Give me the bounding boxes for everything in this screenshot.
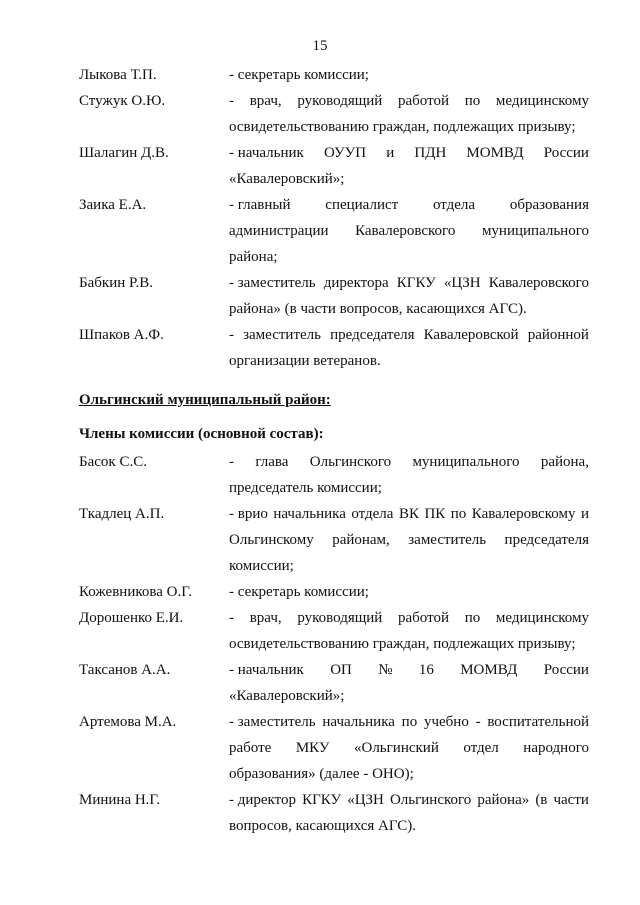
member-name: Бабкин Р.В. [79,275,153,291]
role-line [229,735,589,761]
role-word: по [464,610,481,626]
role-line: «Кавалеровский»; [229,688,345,704]
role-word: «ЦЗН [347,792,384,808]
role-line [229,709,589,735]
role-word: Кавалеровского [488,275,589,291]
role-line: вопросов, касающихся АГС). [229,818,417,834]
role-word: работой [398,93,449,109]
role-line [229,270,589,296]
role-word: - [229,327,234,343]
member-entry [79,579,589,605]
role-word: медицинскому [495,610,589,626]
role-line: образования» (далее - ОНО); [229,766,414,782]
role-word: ВК [398,506,419,522]
role-word: медицинскому [495,93,589,109]
member-name: Шалагин Д.В. [79,145,169,161]
role-line: района» (в части вопросов, касающихся АГС). [229,301,527,317]
role-word: части [553,792,589,808]
role-line [229,657,589,683]
role-line [229,140,589,166]
role-word: работе [229,740,272,756]
member-role [229,62,589,88]
role-word: МКУ [295,740,330,756]
member-name: Кожевникова О.Г. [79,584,192,600]
role-word: «ЦЗН [443,275,481,291]
role-word: КГКУ [396,275,436,291]
role-word: начальника [322,714,395,730]
role-line: - секретарь комиссии; [229,584,369,600]
role-word: специалист [325,197,399,213]
role-word: - [229,454,234,470]
role-line [229,527,589,553]
role-word: Ольгинского [309,454,392,470]
role-word: «Ольгинский [353,740,439,756]
role-word: Ольгинского [389,792,472,808]
role-word: МОМВД [466,145,524,161]
role-word: руководящий [297,610,383,626]
member-role [229,605,589,657]
role-word: отдел [463,740,499,756]
role-word: муниципального [412,454,520,470]
role-word: района» [477,792,530,808]
role-word: ОУУП [323,145,367,161]
member-name: Заика Е.А. [79,197,147,213]
role-word: № [378,662,393,678]
role-word: - заместитель [229,275,316,291]
member-entry [79,709,589,787]
member-role [229,787,589,839]
role-word: - [475,714,481,730]
role-line [229,192,589,218]
role-word: отдела [432,197,476,213]
member-role [229,657,589,709]
role-word: Кавалеровской [423,327,519,343]
member-role [229,88,589,140]
role-word: КГКУ [302,792,342,808]
member-role [229,449,589,501]
member-role [229,270,589,322]
role-line [229,88,589,114]
member-entry [79,322,589,374]
role-word: - начальник [229,662,304,678]
role-word: председателя [330,327,415,343]
role-line [229,787,589,813]
member-role [229,192,589,270]
member-role [229,322,589,374]
role-line [229,449,589,475]
role-word: России [543,145,589,161]
role-word: МОМВД [460,662,518,678]
member-role [229,579,589,605]
member-entry [79,501,589,579]
role-word: 16 [418,662,434,678]
role-word: заместитель [243,327,321,343]
role-word: руководящий [297,93,383,109]
subsection-title: Члены комиссии (основной состав): [79,426,324,442]
role-word: - директор [229,792,297,808]
member-entry [79,140,589,192]
member-name: Дорошенко Е.И. [79,610,184,626]
role-word: начальника [273,506,346,522]
role-line: освидетельствованию граждан, подлежащих призыву; [229,636,576,652]
role-word: ПК [424,506,446,522]
role-line: организации ветеранов. [229,353,381,369]
role-line: района; [229,249,278,265]
role-word: - [229,610,234,626]
role-word: Ольгинскому [229,532,314,548]
member-name: Ткадлец А.П. [79,506,165,522]
member-name: Басок С.С. [79,454,147,470]
role-word: председателя [504,532,589,548]
role-word: директора [323,275,389,291]
role-word: ПДН [414,145,447,161]
role-word: по [464,93,481,109]
role-word: - главный [229,197,291,213]
role-word: воспитательной [487,714,589,730]
role-word: по [450,506,467,522]
role-word: отдела [351,506,394,522]
member-entry [79,657,589,709]
member-entry [79,605,589,657]
role-word: Кавалеровскому [471,506,576,522]
role-line: освидетельствованию граждан, подлежащих призыву; [229,119,576,135]
role-line [229,501,589,527]
section-title: Ольгинский муниципальный район: [79,392,331,408]
role-word: заместитель [408,532,487,548]
role-word: районам, [332,532,390,548]
member-role [229,709,589,787]
member-name: Артемова М.А. [79,714,177,730]
role-word: районной [527,327,589,343]
role-word: Кавалеровского [355,223,456,239]
role-word: (в [535,792,548,808]
role-word: и [386,145,395,161]
role-word: района, [540,454,589,470]
role-line: председатель комиссии; [229,480,382,496]
role-word: - начальник [229,145,304,161]
role-word: работой [398,610,449,626]
role-word: - [229,93,234,109]
member-name: Минина Н.Г. [79,792,161,808]
member-role [229,140,589,192]
member-entry [79,787,589,839]
member-name: Таксанов А.А. [79,662,171,678]
member-role [229,501,589,579]
member-name: Лыкова Т.П. [79,67,157,83]
role-word: - врио [229,506,268,522]
member-entry [79,270,589,322]
page-number: 15 [312,38,328,54]
member-name: Шпаков А.Ф. [79,327,164,343]
role-word: ОП [330,662,352,678]
role-word: - заместитель [229,714,316,730]
role-line [229,322,589,348]
role-line [229,605,589,631]
role-word: глава [255,454,289,470]
role-word: народного [523,740,589,756]
member-entry [79,88,589,140]
role-line: - секретарь комиссии; [229,67,369,83]
role-word: учебно [423,714,469,730]
member-entry [79,192,589,270]
role-word: администрации [229,223,329,239]
role-word: образования [509,197,589,213]
role-word: муниципального [481,223,589,239]
role-line: комиссии; [229,558,294,574]
role-word: врач, [249,610,282,626]
role-line [229,218,589,244]
role-word: врач, [249,93,282,109]
role-word: по [401,714,418,730]
member-entry [79,449,589,501]
role-line: «Кавалеровский»; [229,171,345,187]
member-name: Стужук О.Ю. [79,93,166,109]
role-word: России [543,662,589,678]
member-entry [79,62,589,88]
role-word: и [580,506,589,522]
